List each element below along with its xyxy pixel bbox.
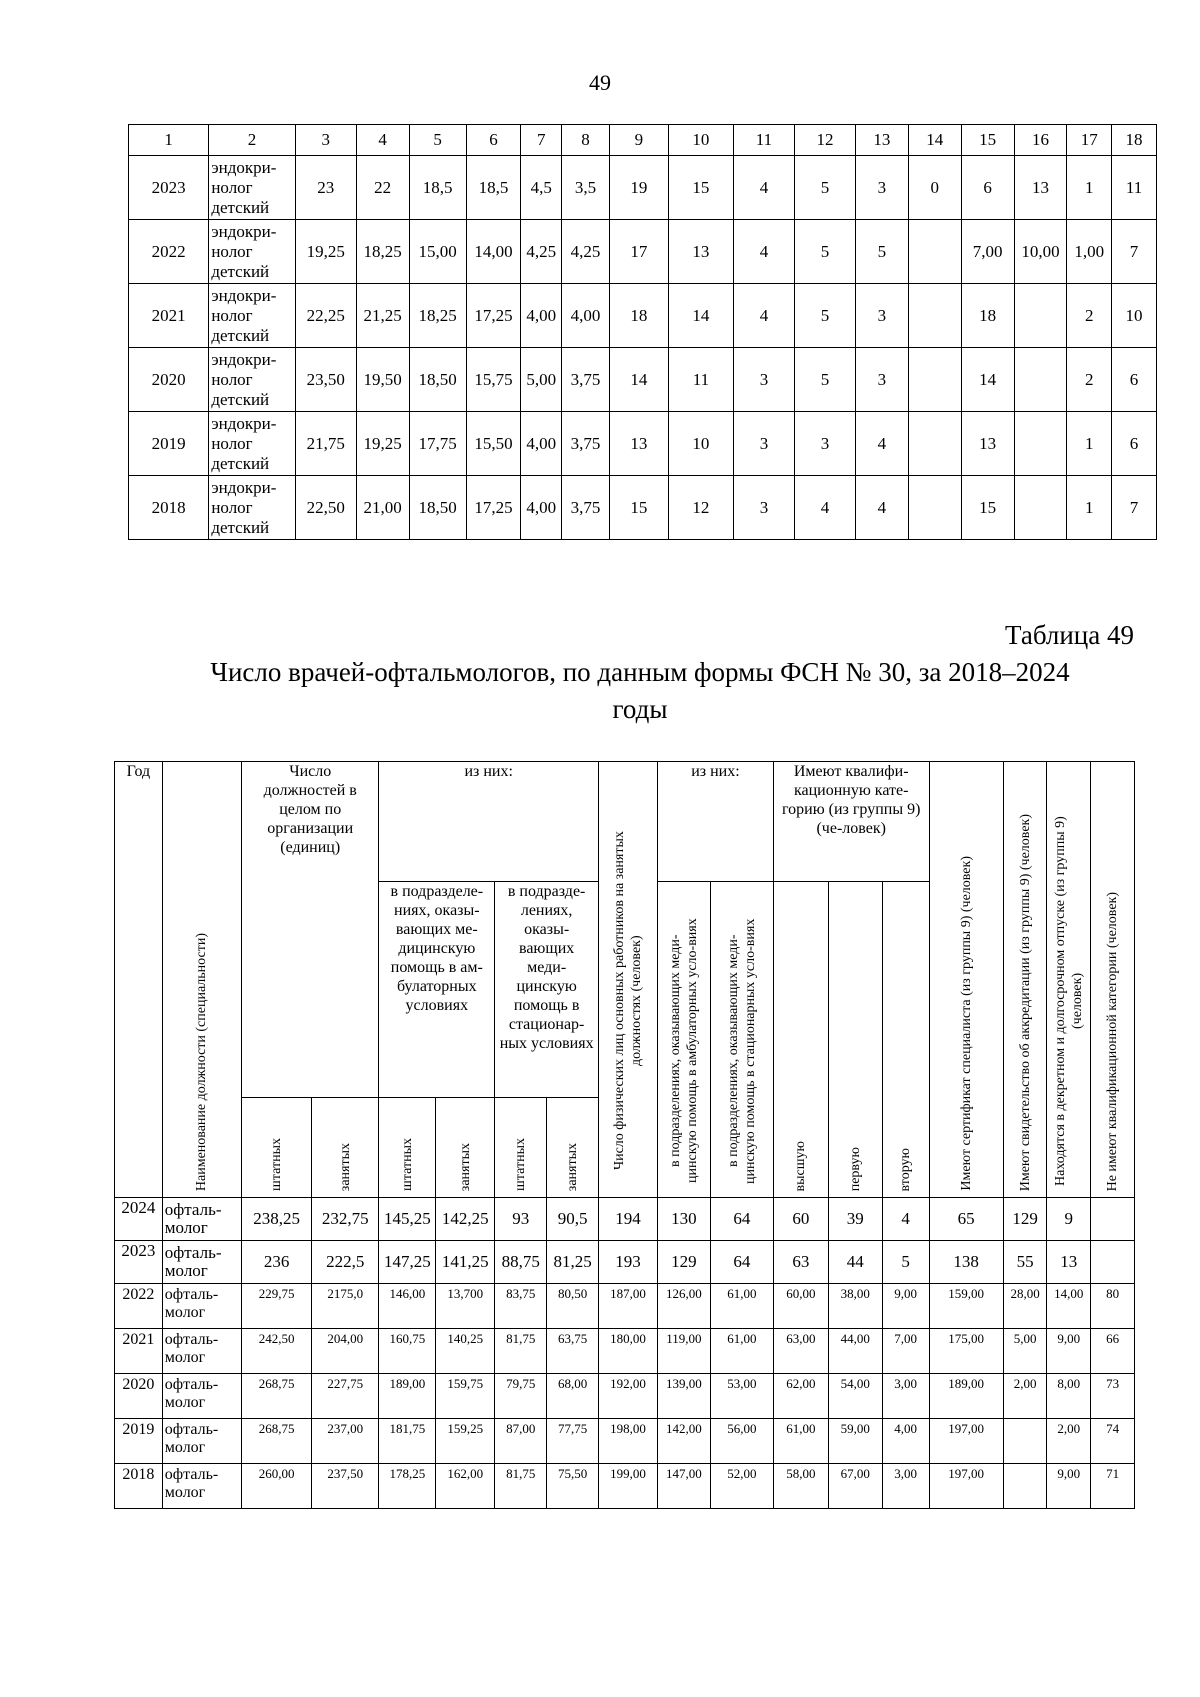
- value-cell: 178,25: [379, 1464, 436, 1509]
- value-cell: 3,75: [562, 412, 610, 476]
- value-cell: 93: [495, 1198, 547, 1241]
- value-cell: 4: [733, 284, 794, 348]
- value-cell: 180,00: [599, 1329, 658, 1374]
- value-cell: 12: [668, 476, 733, 540]
- value-cell: 4,00: [562, 284, 610, 348]
- value-cell: 19,25: [295, 220, 356, 284]
- value-cell: 44,00: [828, 1329, 882, 1374]
- value-cell: 56,00: [710, 1419, 773, 1464]
- value-cell: 87,00: [495, 1419, 547, 1464]
- year-cell: 2021: [129, 284, 209, 348]
- value-cell: 21,75: [295, 412, 356, 476]
- table-row: [129, 284, 1157, 348]
- year-cell: 2019: [115, 1419, 163, 1464]
- specialty-cell: эндокри- нолог детский: [209, 284, 295, 348]
- value-cell: [1003, 1464, 1047, 1509]
- value-cell: 14,00: [1047, 1284, 1091, 1329]
- header-staff-stationary: штатных: [495, 1098, 547, 1198]
- value-cell: 65: [929, 1198, 1003, 1241]
- year-cell: 2022: [129, 220, 209, 284]
- table-header-row: [129, 125, 1157, 156]
- value-cell: 140,25: [436, 1329, 495, 1374]
- header-staff-total: штатных: [242, 1098, 312, 1198]
- value-cell: 18,50: [409, 348, 466, 412]
- value-cell: 13: [668, 220, 733, 284]
- value-cell: 80: [1091, 1284, 1135, 1329]
- value-cell: 5: [794, 348, 855, 412]
- value-cell: 18: [609, 284, 668, 348]
- table-row: [129, 476, 1157, 540]
- value-cell: 58,00: [773, 1464, 828, 1509]
- column-number-2: 2: [209, 125, 295, 156]
- value-cell: 11: [668, 348, 733, 412]
- page-number: 49: [589, 70, 611, 95]
- value-cell: 181,75: [379, 1419, 436, 1464]
- header-occupied-ambulatory: занятых: [436, 1098, 495, 1198]
- header-no-category: Не имеют квалификационной категории (человек): [1091, 762, 1135, 1198]
- value-cell: 4: [855, 476, 908, 540]
- table-row: [115, 1241, 1135, 1284]
- value-cell: 9: [1047, 1198, 1091, 1241]
- header-occupied-stationary: занятых: [547, 1098, 599, 1198]
- column-number-12: 12: [794, 125, 855, 156]
- value-cell: 238,25: [242, 1198, 312, 1241]
- value-cell: 18: [961, 284, 1014, 348]
- specialty-cell: офталь- молог: [162, 1419, 241, 1464]
- value-cell: 7: [1112, 220, 1157, 284]
- value-cell: 13,700: [436, 1284, 495, 1329]
- value-cell: 6: [961, 156, 1014, 220]
- value-cell: [908, 476, 961, 540]
- column-number-6: 6: [466, 125, 521, 156]
- value-cell: 130: [657, 1198, 710, 1241]
- value-cell: 18,25: [409, 284, 466, 348]
- specialty-cell: эндокри- нолог детский: [209, 156, 295, 220]
- header-of-them-2: из них:: [657, 762, 773, 882]
- value-cell: 21,00: [356, 476, 409, 540]
- table-row: [115, 1284, 1135, 1329]
- value-cell: 64: [710, 1241, 773, 1284]
- value-cell: 2: [1067, 348, 1112, 412]
- value-cell: 2175,0: [312, 1284, 379, 1329]
- value-cell: 4,00: [521, 412, 562, 476]
- value-cell: 63,75: [547, 1329, 599, 1374]
- header-stationary: в подразде-лениях, оказы-вающих меди-цинскую помощь в стационар-ных условиях: [495, 882, 599, 1098]
- column-number-7: 7: [521, 125, 562, 156]
- value-cell: 21,25: [356, 284, 409, 348]
- value-cell: 3,75: [562, 348, 610, 412]
- value-cell: 28,00: [1003, 1284, 1047, 1329]
- column-number-3: 3: [295, 125, 356, 156]
- value-cell: 3,00: [882, 1464, 929, 1509]
- value-cell: [1014, 348, 1067, 412]
- column-number-5: 5: [409, 125, 466, 156]
- value-cell: 22,25: [295, 284, 356, 348]
- specialty-cell: эндокри- нолог детский: [209, 412, 295, 476]
- value-cell: [908, 348, 961, 412]
- header-accreditation: Имеют свидетельство об аккредитации (из группы 9) (человек): [1003, 762, 1047, 1198]
- value-cell: 7,00: [961, 220, 1014, 284]
- value-cell: 3: [733, 476, 794, 540]
- value-cell: 19,25: [356, 412, 409, 476]
- value-cell: 73: [1091, 1374, 1135, 1419]
- column-number-13: 13: [855, 125, 908, 156]
- value-cell: 13: [1014, 156, 1067, 220]
- value-cell: 2: [1067, 284, 1112, 348]
- value-cell: 5: [794, 284, 855, 348]
- value-cell: 142,25: [436, 1198, 495, 1241]
- column-number-1: 1: [129, 125, 209, 156]
- year-cell: 2023: [115, 1241, 163, 1284]
- ophthalmologist-table: [114, 761, 1135, 1509]
- value-cell: 14: [961, 348, 1014, 412]
- value-cell: 81,25: [547, 1241, 599, 1284]
- column-number-4: 4: [356, 125, 409, 156]
- value-cell: 18,5: [409, 156, 466, 220]
- value-cell: 162,00: [436, 1464, 495, 1509]
- value-cell: 189,00: [929, 1374, 1003, 1419]
- value-cell: 13: [609, 412, 668, 476]
- value-cell: 17,25: [466, 476, 521, 540]
- header-phys-ambulatory: в подразделениях, оказывающих меди-цинскую помощь в амбулаторных усло-виях: [657, 882, 710, 1198]
- specialty-cell: офталь- молог: [162, 1329, 241, 1374]
- value-cell: 55: [1003, 1241, 1047, 1284]
- table-row: [129, 220, 1157, 284]
- value-cell: 7,00: [882, 1329, 929, 1374]
- value-cell: [1014, 476, 1067, 540]
- value-cell: 3: [855, 348, 908, 412]
- value-cell: 77,75: [547, 1419, 599, 1464]
- header-positions-total: Число должностей в целом по организации (единиц): [242, 762, 379, 1098]
- value-cell: 1,00: [1067, 220, 1112, 284]
- value-cell: 17,25: [466, 284, 521, 348]
- value-cell: [908, 220, 961, 284]
- value-cell: 4,00: [882, 1419, 929, 1464]
- value-cell: 138: [929, 1241, 1003, 1284]
- specialty-cell: эндокри- нолог детский: [209, 220, 295, 284]
- value-cell: 3,00: [882, 1374, 929, 1419]
- value-cell: 1: [1067, 412, 1112, 476]
- specialty-cell: офталь- молог: [162, 1464, 241, 1509]
- column-number-10: 10: [668, 125, 733, 156]
- value-cell: 19,50: [356, 348, 409, 412]
- value-cell: 160,75: [379, 1329, 436, 1374]
- value-cell: 129: [657, 1241, 710, 1284]
- value-cell: 146,00: [379, 1284, 436, 1329]
- value-cell: 71: [1091, 1464, 1135, 1509]
- value-cell: 1: [1067, 476, 1112, 540]
- value-cell: 3,75: [562, 476, 610, 540]
- value-cell: 62,00: [773, 1374, 828, 1419]
- value-cell: 3: [855, 284, 908, 348]
- value-cell: 14: [609, 348, 668, 412]
- value-cell: 197,00: [929, 1464, 1003, 1509]
- value-cell: 5: [855, 220, 908, 284]
- column-number-17: 17: [1067, 125, 1112, 156]
- specialty-cell: офталь- молог: [162, 1198, 241, 1241]
- column-number-8: 8: [562, 125, 610, 156]
- value-cell: 159,00: [929, 1284, 1003, 1329]
- value-cell: 141,25: [436, 1241, 495, 1284]
- value-cell: 5,00: [521, 348, 562, 412]
- value-cell: 4: [794, 476, 855, 540]
- value-cell: [1014, 412, 1067, 476]
- value-cell: 52,00: [710, 1464, 773, 1509]
- value-cell: 2,00: [1047, 1419, 1091, 1464]
- value-cell: 189,00: [379, 1374, 436, 1419]
- value-cell: 18,5: [466, 156, 521, 220]
- value-cell: 53,00: [710, 1374, 773, 1419]
- value-cell: 18,25: [356, 220, 409, 284]
- column-number-18: 18: [1112, 125, 1157, 156]
- value-cell: 63,00: [773, 1329, 828, 1374]
- table-title: Число врачей-офтальмологов, по данным формы ФСН № 30, за 2018–2024 годы: [210, 657, 1070, 724]
- value-cell: 61,00: [710, 1329, 773, 1374]
- value-cell: 9,00: [882, 1284, 929, 1329]
- value-cell: 4,5: [521, 156, 562, 220]
- value-cell: 139,00: [657, 1374, 710, 1419]
- value-cell: 237,00: [312, 1419, 379, 1464]
- value-cell: 81,75: [495, 1329, 547, 1374]
- specialty-cell: эндокри- нолог детский: [209, 348, 295, 412]
- value-cell: 23,50: [295, 348, 356, 412]
- value-cell: 197,00: [929, 1419, 1003, 1464]
- value-cell: [1003, 1419, 1047, 1464]
- value-cell: 3,5: [562, 156, 610, 220]
- value-cell: 75,50: [547, 1464, 599, 1509]
- value-cell: 3: [794, 412, 855, 476]
- value-cell: 242,50: [242, 1329, 312, 1374]
- value-cell: 14,00: [466, 220, 521, 284]
- value-cell: 4: [882, 1198, 929, 1241]
- value-cell: 175,00: [929, 1329, 1003, 1374]
- header-staff-ambulatory: штатных: [379, 1098, 436, 1198]
- value-cell: 129: [1003, 1198, 1047, 1241]
- value-cell: 5,00: [1003, 1329, 1047, 1374]
- value-cell: 0: [908, 156, 961, 220]
- value-cell: 66: [1091, 1329, 1135, 1374]
- column-number-11: 11: [733, 125, 794, 156]
- value-cell: 39: [828, 1198, 882, 1241]
- value-cell: 38,00: [828, 1284, 882, 1329]
- value-cell: 15,50: [466, 412, 521, 476]
- value-cell: 229,75: [242, 1284, 312, 1329]
- value-cell: 60,00: [773, 1284, 828, 1329]
- column-number-14: 14: [908, 125, 961, 156]
- value-cell: [1091, 1241, 1135, 1284]
- value-cell: 22,50: [295, 476, 356, 540]
- value-cell: 2,00: [1003, 1374, 1047, 1419]
- value-cell: 13: [961, 412, 1014, 476]
- value-cell: 4: [733, 220, 794, 284]
- value-cell: [1091, 1198, 1135, 1241]
- value-cell: 199,00: [599, 1464, 658, 1509]
- value-cell: [908, 412, 961, 476]
- value-cell: 17: [609, 220, 668, 284]
- value-cell: 10,00: [1014, 220, 1067, 284]
- value-cell: 142,00: [657, 1419, 710, 1464]
- value-cell: 61,00: [710, 1284, 773, 1329]
- value-cell: 4,25: [562, 220, 610, 284]
- value-cell: 19: [609, 156, 668, 220]
- header-ambulatory: в подразделе-ниях, оказы-вающих ме-дицинскую помощь в ам-булаторных условиях: [379, 882, 495, 1098]
- value-cell: 198,00: [599, 1419, 658, 1464]
- value-cell: 5: [794, 220, 855, 284]
- value-cell: 8,00: [1047, 1374, 1091, 1419]
- table-number: Таблица 49: [1005, 620, 1134, 650]
- value-cell: 236: [242, 1241, 312, 1284]
- value-cell: 88,75: [495, 1241, 547, 1284]
- table-row: [129, 412, 1157, 476]
- header-first: первую: [828, 882, 882, 1198]
- value-cell: 119,00: [657, 1329, 710, 1374]
- value-cell: 59,00: [828, 1419, 882, 1464]
- value-cell: 22: [356, 156, 409, 220]
- value-cell: 147,25: [379, 1241, 436, 1284]
- value-cell: 159,25: [436, 1419, 495, 1464]
- value-cell: 10: [1112, 284, 1157, 348]
- value-cell: 10: [668, 412, 733, 476]
- value-cell: 90,5: [547, 1198, 599, 1241]
- value-cell: 44: [828, 1241, 882, 1284]
- table-row: [115, 1374, 1135, 1419]
- value-cell: 18,50: [409, 476, 466, 540]
- header-occupied-total: занятых: [312, 1098, 379, 1198]
- value-cell: 14: [668, 284, 733, 348]
- year-cell: 2019: [129, 412, 209, 476]
- header-of-them: из них:: [379, 762, 599, 882]
- value-cell: 260,00: [242, 1464, 312, 1509]
- header-second: вторую: [882, 882, 929, 1198]
- value-cell: 6: [1112, 348, 1157, 412]
- value-cell: 4,25: [521, 220, 562, 284]
- value-cell: 6: [1112, 412, 1157, 476]
- table-row: [115, 1198, 1135, 1241]
- year-cell: 2021: [115, 1329, 163, 1374]
- year-cell: 2020: [129, 348, 209, 412]
- value-cell: [908, 284, 961, 348]
- value-cell: 61,00: [773, 1419, 828, 1464]
- value-cell: 15: [609, 476, 668, 540]
- value-cell: 147,00: [657, 1464, 710, 1509]
- value-cell: 268,75: [242, 1419, 312, 1464]
- value-cell: 13: [1047, 1241, 1091, 1284]
- header-phys-stationary: в подразделениях, оказывающих меди-цинскую помощь в стационарных усло-виях: [710, 882, 773, 1198]
- value-cell: 15,00: [409, 220, 466, 284]
- value-cell: 15,75: [466, 348, 521, 412]
- value-cell: 23: [295, 156, 356, 220]
- value-cell: 5: [882, 1241, 929, 1284]
- value-cell: 60: [773, 1198, 828, 1241]
- value-cell: 3: [855, 156, 908, 220]
- value-cell: 15: [668, 156, 733, 220]
- value-cell: 5: [794, 156, 855, 220]
- column-number-16: 16: [1014, 125, 1067, 156]
- year-cell: 2020: [115, 1374, 163, 1419]
- table-row: [115, 1464, 1135, 1509]
- specialty-cell: офталь- молог: [162, 1241, 241, 1284]
- specialty-cell: офталь- молог: [162, 1284, 241, 1329]
- value-cell: 193: [599, 1241, 658, 1284]
- value-cell: 80,50: [547, 1284, 599, 1329]
- year-cell: 2018: [129, 476, 209, 540]
- value-cell: 204,00: [312, 1329, 379, 1374]
- value-cell: 64: [710, 1198, 773, 1241]
- value-cell: 79,75: [495, 1374, 547, 1419]
- year-cell: 2023: [129, 156, 209, 220]
- header-highest: высшую: [773, 882, 828, 1198]
- value-cell: 194: [599, 1198, 658, 1241]
- value-cell: 1: [1067, 156, 1112, 220]
- header-qualification: Имеют квалифи-кационную кате-горию (из группы 9) (че-ловек): [773, 762, 929, 882]
- header-position: Наименование должности (специальности): [162, 762, 241, 1198]
- value-cell: 268,75: [242, 1374, 312, 1419]
- value-cell: 3: [733, 412, 794, 476]
- value-cell: 68,00: [547, 1374, 599, 1419]
- table-row: [115, 1419, 1135, 1464]
- value-cell: 63: [773, 1241, 828, 1284]
- value-cell: 187,00: [599, 1284, 658, 1329]
- specialty-cell: офталь- молог: [162, 1374, 241, 1419]
- value-cell: 232,75: [312, 1198, 379, 1241]
- year-cell: 2022: [115, 1284, 163, 1329]
- year-cell: 2024: [115, 1198, 163, 1241]
- column-number-9: 9: [609, 125, 668, 156]
- value-cell: [1014, 284, 1067, 348]
- value-cell: 9,00: [1047, 1329, 1091, 1374]
- value-cell: 4: [733, 156, 794, 220]
- value-cell: 4: [855, 412, 908, 476]
- value-cell: 159,75: [436, 1374, 495, 1419]
- value-cell: 81,75: [495, 1464, 547, 1509]
- value-cell: 9,00: [1047, 1464, 1091, 1509]
- value-cell: 145,25: [379, 1198, 436, 1241]
- header-leave: Находятся в декретном и долгосрочном отпуске (из группы 9) (человек): [1047, 762, 1091, 1198]
- value-cell: 4,00: [521, 476, 562, 540]
- value-cell: 17,75: [409, 412, 466, 476]
- endocrinologist-table-continuation: [128, 124, 1157, 540]
- value-cell: 74: [1091, 1419, 1135, 1464]
- value-cell: 54,00: [828, 1374, 882, 1419]
- value-cell: 7: [1112, 476, 1157, 540]
- value-cell: 227,75: [312, 1374, 379, 1419]
- column-number-15: 15: [961, 125, 1014, 156]
- value-cell: 11: [1112, 156, 1157, 220]
- value-cell: 67,00: [828, 1464, 882, 1509]
- value-cell: 3: [733, 348, 794, 412]
- header-physical-persons: Число физических лиц основных работников на занятых должностях (человек): [599, 762, 658, 1198]
- value-cell: 192,00: [599, 1374, 658, 1419]
- table-row: [115, 1329, 1135, 1374]
- header-year: Год: [115, 762, 163, 1198]
- value-cell: 126,00: [657, 1284, 710, 1329]
- year-cell: 2018: [115, 1464, 163, 1509]
- value-cell: 83,75: [495, 1284, 547, 1329]
- specialty-cell: эндокри- нолог детский: [209, 476, 295, 540]
- value-cell: 4,00: [521, 284, 562, 348]
- value-cell: 15: [961, 476, 1014, 540]
- table-row: [129, 156, 1157, 220]
- table-row: [129, 348, 1157, 412]
- value-cell: 237,50: [312, 1464, 379, 1509]
- value-cell: 222,5: [312, 1241, 379, 1284]
- header-certificate: Имеют сертификат специалиста (из группы 9) (человек): [929, 762, 1003, 1198]
